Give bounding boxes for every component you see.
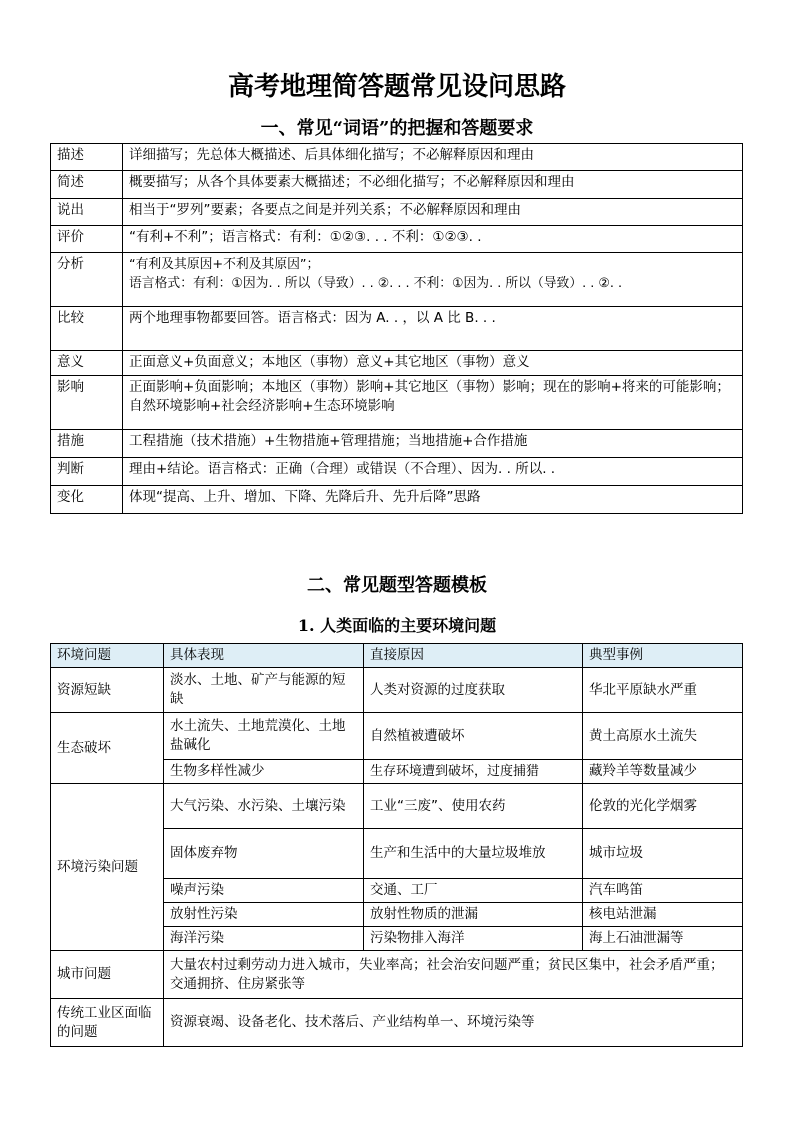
term-cell: 简述: [51, 171, 123, 199]
table-row: [51, 253, 743, 307]
table-row: [51, 199, 743, 226]
manifestation-cell: 放射性污染: [164, 903, 364, 927]
desc-cell: 理由+结论。语言格式：正确（合理）或错误（不合理）、因为. . 所以. .: [123, 458, 743, 486]
description-cell: 资源衰竭、设备老化、技术落后、产业结构单一、环境污染等: [164, 999, 743, 1047]
table-row: [51, 307, 743, 351]
column-header: 直接原因: [364, 644, 583, 668]
manifestation-cell: 生物多样性减少: [164, 760, 364, 784]
cause-cell: 工业“三废”、使用农药: [364, 784, 583, 829]
term-cell: 比较: [51, 307, 123, 351]
desc-cell: “有利+不利”；语言格式：有利：①②③. . . 不利：①②③. .: [123, 226, 743, 253]
term-cell: 判断: [51, 458, 123, 486]
cause-cell: 生产和生活中的大量垃圾堆放: [364, 829, 583, 879]
term-cell: 意义: [51, 351, 123, 376]
cause-cell: 污染物排入海洋: [364, 927, 583, 951]
desc-cell: 工程措施（技术措施）+生物措施+管理措施；当地措施+合作措施: [123, 430, 743, 458]
example-cell: 城市垃圾: [583, 829, 743, 879]
table-row: [51, 351, 743, 376]
page-title: 高考地理简答题常见设问思路: [227, 72, 566, 102]
example-cell: 海上石油泄漏等: [583, 927, 743, 951]
desc-cell: 正面影响+负面影响；本地区（事物）影响+其它地区（事物）影响；现在的影响+将来的可能影响；自然环境影响+社会经济影响+生态环境影响: [123, 376, 743, 430]
problem-category: 城市问题: [51, 951, 164, 999]
cause-cell: 自然植被遭破坏: [364, 713, 583, 760]
table-row: [51, 713, 743, 760]
desc-cell: “有利及其原因+不利及其原因”； 语言格式：有利：①因为. . 所以（导致）. . ②. . . 不利：①因为. . 所以（导致）. . ②. .: [123, 253, 743, 307]
problem-category: 资源短缺: [51, 668, 164, 713]
desc-cell: 概要描写；从各个具体要素大概描述；不必细化描写；不必解释原因和理由: [123, 171, 743, 199]
column-header: 具体表现: [164, 644, 364, 668]
example-cell: 黄土高原水土流失: [583, 713, 743, 760]
example-cell: 核电站泄漏: [583, 903, 743, 927]
term-cell: 变化: [51, 486, 123, 514]
term-cell: 评价: [51, 226, 123, 253]
table-row: [51, 458, 743, 486]
cause-cell: 生存环境遭到破坏，过度捕猎: [364, 760, 583, 784]
desc-cell: 体现“提高、上升、增加、下降、先降后升、先升后降”思路: [123, 486, 743, 514]
manifestation-cell: 大气污染、水污染、土壤污染: [164, 784, 364, 829]
desc-cell: 两个地理事物都要回答。语言格式：因为 A. . ，以 A 比 B. . .: [123, 307, 743, 351]
table-row: [51, 144, 743, 171]
column-header: 典型事例: [583, 644, 743, 668]
manifestation-cell: 淡水、土地、矿产与能源的短缺: [164, 668, 364, 713]
term-cell: 分析: [51, 253, 123, 307]
problem-category: 传统工业区面临的问题: [51, 999, 164, 1047]
environment-problems-table: [50, 643, 743, 1047]
term-cell: 说出: [51, 199, 123, 226]
table-row: [51, 951, 743, 999]
example-cell: 华北平原缺水严重: [583, 668, 743, 713]
table-row: [51, 668, 743, 713]
desc-cell: 详细描写；先总体大概描述、后具体细化描写；不必解释原因和理由: [123, 144, 743, 171]
example-cell: 藏羚羊等数量减少: [583, 760, 743, 784]
section2-heading: 二、常见题型答题模板: [307, 575, 487, 596]
manifestation-cell: 海洋污染: [164, 927, 364, 951]
table-row: [51, 784, 743, 829]
cause-cell: 人类对资源的过度获取: [364, 668, 583, 713]
table-header-row: [51, 644, 743, 668]
term-cell: 描述: [51, 144, 123, 171]
table-row: [51, 376, 743, 430]
section1-heading: 一、常见“词语”的把握和答题要求: [260, 118, 534, 139]
manifestation-cell: 固体废弃物: [164, 829, 364, 879]
term-cell: 措施: [51, 430, 123, 458]
cause-cell: 交通、工厂: [364, 879, 583, 903]
section2-subheading: 1. 人类面临的主要环境问题: [297, 616, 497, 635]
problem-category: 环境污染问题: [51, 784, 164, 951]
desc-cell: 正面意义+负面意义；本地区（事物）意义+其它地区（事物）意义: [123, 351, 743, 376]
example-cell: 汽车鸣笛: [583, 879, 743, 903]
description-cell: 大量农村过剩劳动力进入城市，失业率高；社会治安问题严重；贫民区集中，社会矛盾严重；交通拥挤、住房紧张等: [164, 951, 743, 999]
table-row: [51, 430, 743, 458]
example-cell: 伦敦的光化学烟雾: [583, 784, 743, 829]
desc-cell: 相当于“罗列”要素；各要点之间是并列关系；不必解释原因和理由: [123, 199, 743, 226]
table-row: [51, 999, 743, 1047]
term-cell: 影响: [51, 376, 123, 430]
table-row: [51, 226, 743, 253]
terms-table: [50, 143, 743, 514]
manifestation-cell: 噪声污染: [164, 879, 364, 903]
problem-category: 生态破坏: [51, 713, 164, 784]
table-row: [51, 171, 743, 199]
column-header: 环境问题: [51, 644, 164, 668]
manifestation-cell: 水土流失、土地荒漠化、土地盐碱化: [164, 713, 364, 760]
table-row: [51, 486, 743, 514]
cause-cell: 放射性物质的泄漏: [364, 903, 583, 927]
